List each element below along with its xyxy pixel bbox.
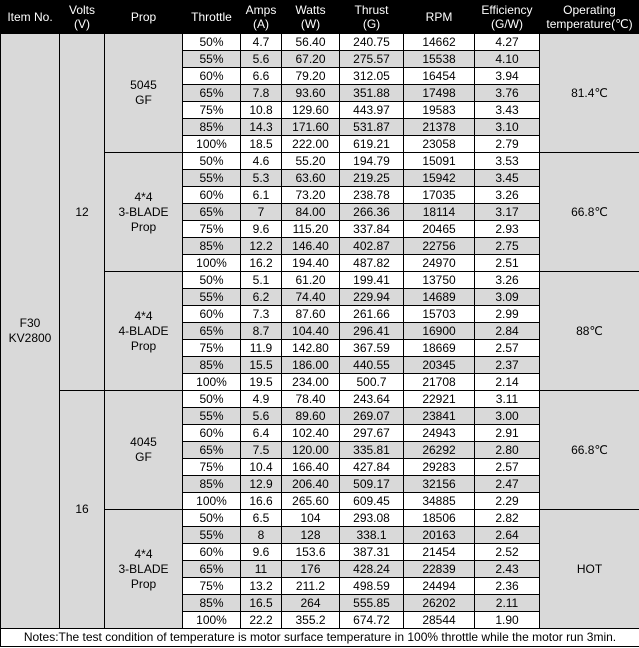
rpm-cell: 23058 — [404, 136, 475, 153]
throttle-cell: 60% — [183, 187, 241, 204]
thrust-cell: 335.81 — [340, 442, 404, 459]
rpm-cell: 17498 — [404, 85, 475, 102]
watts-cell: 142.80 — [282, 340, 340, 357]
amps-cell: 12.2 — [241, 238, 282, 255]
thrust-cell: 312.05 — [340, 68, 404, 85]
watts-cell: 128 — [282, 527, 340, 544]
efficiency-cell: 2.36 — [475, 578, 540, 595]
watts-header: Watts (W) — [282, 1, 340, 34]
watts-cell: 56.40 — [282, 34, 340, 51]
item-no-cell: F30 KV2800 — [1, 34, 60, 629]
efficiency-cell: 2.93 — [475, 221, 540, 238]
efficiency-cell: 3.43 — [475, 102, 540, 119]
watts-cell: 78.40 — [282, 391, 340, 408]
rpm-header: RPM — [404, 1, 475, 34]
thrust-cell: 509.17 — [340, 476, 404, 493]
watts-cell: 176 — [282, 561, 340, 578]
amps-cell: 16.2 — [241, 255, 282, 272]
thrust-cell: 238.78 — [340, 187, 404, 204]
throttle-cell: 100% — [183, 374, 241, 391]
throttle-cell: 75% — [183, 340, 241, 357]
rpm-cell: 15538 — [404, 51, 475, 68]
efficiency-cell: 3.10 — [475, 119, 540, 136]
rpm-cell: 20345 — [404, 357, 475, 374]
efficiency-cell: 3.00 — [475, 408, 540, 425]
throttle-cell: 55% — [183, 408, 241, 425]
throttle-cell: 100% — [183, 136, 241, 153]
efficiency-cell: 4.10 — [475, 51, 540, 68]
amps-cell: 7.8 — [241, 85, 282, 102]
watts-cell: 171.60 — [282, 119, 340, 136]
thrust-cell: 619.21 — [340, 136, 404, 153]
efficiency-cell: 3.76 — [475, 85, 540, 102]
rpm-cell: 24494 — [404, 578, 475, 595]
watts-cell: 222.00 — [282, 136, 340, 153]
throttle-cell: 65% — [183, 204, 241, 221]
volts-cell: 16 — [60, 391, 105, 629]
prop-cell: 4*4 3-BLADE Prop — [105, 153, 183, 272]
thrust-cell: 443.97 — [340, 102, 404, 119]
amps-cell: 13.2 — [241, 578, 282, 595]
amps-cell: 7 — [241, 204, 282, 221]
amps-cell: 22.2 — [241, 612, 282, 629]
throttle-cell: 85% — [183, 238, 241, 255]
watts-cell: 55.20 — [282, 153, 340, 170]
amps-header: Amps (A) — [241, 1, 282, 34]
efficiency-cell: 2.57 — [475, 459, 540, 476]
throttle-cell: 65% — [183, 561, 241, 578]
volts-header: Volts (V) — [60, 1, 105, 34]
efficiency-cell: 2.47 — [475, 476, 540, 493]
thrust-cell: 296.41 — [340, 323, 404, 340]
thrust-cell: 367.59 — [340, 340, 404, 357]
efficiency-cell: 2.52 — [475, 544, 540, 561]
rpm-cell: 28544 — [404, 612, 475, 629]
watts-cell: 186.00 — [282, 357, 340, 374]
amps-cell: 7.3 — [241, 306, 282, 323]
watts-cell: 61.20 — [282, 272, 340, 289]
amps-cell: 5.6 — [241, 408, 282, 425]
efficiency-cell: 2.11 — [475, 595, 540, 612]
notes-text: Notes:The test condition of temperature is motor surface temperature in 100% throttle while the motor run 3min. — [1, 629, 639, 647]
amps-cell: 18.5 — [241, 136, 282, 153]
thrust-cell: 500.7 — [340, 374, 404, 391]
rpm-cell: 18114 — [404, 204, 475, 221]
prop-cell: 5045 GF — [105, 34, 183, 153]
rpm-cell: 14689 — [404, 289, 475, 306]
thrust-cell: 531.87 — [340, 119, 404, 136]
watts-cell: 264 — [282, 595, 340, 612]
amps-cell: 5.3 — [241, 170, 282, 187]
notes-row — [1, 629, 639, 647]
rpm-cell: 20163 — [404, 527, 475, 544]
throttle-cell: 75% — [183, 102, 241, 119]
watts-cell: 129.60 — [282, 102, 340, 119]
thrust-cell: 427.84 — [340, 459, 404, 476]
efficiency-cell: 3.11 — [475, 391, 540, 408]
watts-cell: 234.00 — [282, 374, 340, 391]
throttle-cell: 55% — [183, 51, 241, 68]
thrust-cell: 266.36 — [340, 204, 404, 221]
watts-cell: 146.40 — [282, 238, 340, 255]
rpm-cell: 18506 — [404, 510, 475, 527]
watts-cell: 102.40 — [282, 425, 340, 442]
thrust-cell: 194.79 — [340, 153, 404, 170]
efficiency-cell: 2.75 — [475, 238, 540, 255]
prop-header: Prop — [105, 1, 183, 34]
amps-cell: 6.2 — [241, 289, 282, 306]
amps-cell: 9.6 — [241, 221, 282, 238]
amps-cell: 15.5 — [241, 357, 282, 374]
temperature-cell: 66.8℃ — [540, 391, 639, 510]
efficiency-cell: 2.14 — [475, 374, 540, 391]
thrust-cell: 261.66 — [340, 306, 404, 323]
rpm-cell: 32156 — [404, 476, 475, 493]
rpm-cell: 18669 — [404, 340, 475, 357]
rpm-cell: 26292 — [404, 442, 475, 459]
throttle-cell: 75% — [183, 578, 241, 595]
amps-cell: 6.1 — [241, 187, 282, 204]
amps-cell: 8.7 — [241, 323, 282, 340]
thrust-cell: 243.64 — [340, 391, 404, 408]
amps-cell: 5.6 — [241, 51, 282, 68]
thrust-cell: 609.45 — [340, 493, 404, 510]
throttle-cell: 50% — [183, 391, 241, 408]
thrust-cell: 351.88 — [340, 85, 404, 102]
rpm-cell: 19583 — [404, 102, 475, 119]
thrust-header: Thrust (G) — [340, 1, 404, 34]
throttle-cell: 100% — [183, 493, 241, 510]
thrust-cell: 387.31 — [340, 544, 404, 561]
efficiency-cell: 3.26 — [475, 187, 540, 204]
watts-cell: 355.2 — [282, 612, 340, 629]
amps-cell: 4.9 — [241, 391, 282, 408]
item-no-header: Item No. — [1, 1, 60, 34]
watts-cell: 63.60 — [282, 170, 340, 187]
rpm-cell: 16900 — [404, 323, 475, 340]
throttle-cell: 55% — [183, 170, 241, 187]
temperature-cell: HOT — [540, 510, 639, 629]
thrust-cell: 498.59 — [340, 578, 404, 595]
efficiency-cell: 2.64 — [475, 527, 540, 544]
amps-cell: 10.4 — [241, 459, 282, 476]
temperature-header: Operating temperature(℃) — [540, 1, 639, 34]
throttle-cell: 65% — [183, 442, 241, 459]
thrust-cell: 229.94 — [340, 289, 404, 306]
prop-cell: 4*4 3-BLADE Prop — [105, 510, 183, 629]
throttle-header: Throttle — [183, 1, 241, 34]
rpm-cell: 20465 — [404, 221, 475, 238]
amps-cell: 14.3 — [241, 119, 282, 136]
watts-cell: 120.00 — [282, 442, 340, 459]
watts-cell: 104 — [282, 510, 340, 527]
amps-cell: 7.5 — [241, 442, 282, 459]
rpm-cell: 23841 — [404, 408, 475, 425]
table-row — [1, 34, 639, 51]
amps-cell: 11.9 — [241, 340, 282, 357]
thrust-cell: 338.1 — [340, 527, 404, 544]
rpm-cell: 16454 — [404, 68, 475, 85]
efficiency-cell: 2.29 — [475, 493, 540, 510]
prop-cell: 4*4 4-BLADE Prop — [105, 272, 183, 391]
watts-cell: 67.20 — [282, 51, 340, 68]
rpm-cell: 15942 — [404, 170, 475, 187]
throttle-cell: 65% — [183, 85, 241, 102]
table-row — [1, 391, 639, 408]
throttle-cell: 55% — [183, 527, 241, 544]
efficiency-cell: 3.94 — [475, 68, 540, 85]
thrust-cell: 269.07 — [340, 408, 404, 425]
efficiency-cell: 4.27 — [475, 34, 540, 51]
rpm-cell: 17035 — [404, 187, 475, 204]
rpm-cell: 22756 — [404, 238, 475, 255]
rpm-cell: 22921 — [404, 391, 475, 408]
throttle-cell: 65% — [183, 323, 241, 340]
watts-cell: 115.20 — [282, 221, 340, 238]
efficiency-cell: 2.43 — [475, 561, 540, 578]
efficiency-cell: 2.80 — [475, 442, 540, 459]
thrust-cell: 487.82 — [340, 255, 404, 272]
thrust-cell: 297.67 — [340, 425, 404, 442]
efficiency-cell: 2.84 — [475, 323, 540, 340]
throttle-cell: 85% — [183, 476, 241, 493]
throttle-cell: 50% — [183, 510, 241, 527]
efficiency-cell: 2.91 — [475, 425, 540, 442]
throttle-cell: 85% — [183, 595, 241, 612]
amps-cell: 10.8 — [241, 102, 282, 119]
rpm-cell: 21378 — [404, 119, 475, 136]
efficiency-cell: 2.51 — [475, 255, 540, 272]
efficiency-cell: 2.99 — [475, 306, 540, 323]
efficiency-cell: 3.26 — [475, 272, 540, 289]
watts-cell: 194.40 — [282, 255, 340, 272]
rpm-cell: 24943 — [404, 425, 475, 442]
throttle-cell: 75% — [183, 459, 241, 476]
watts-cell: 84.00 — [282, 204, 340, 221]
throttle-cell: 75% — [183, 221, 241, 238]
thrust-cell: 240.75 — [340, 34, 404, 51]
rpm-cell: 22839 — [404, 561, 475, 578]
throttle-cell: 100% — [183, 612, 241, 629]
thrust-cell: 219.25 — [340, 170, 404, 187]
amps-cell: 5.1 — [241, 272, 282, 289]
throttle-cell: 60% — [183, 306, 241, 323]
throttle-cell: 85% — [183, 119, 241, 136]
thrust-cell: 293.08 — [340, 510, 404, 527]
amps-cell: 4.7 — [241, 34, 282, 51]
table-body — [1, 34, 639, 647]
amps-cell: 11 — [241, 561, 282, 578]
efficiency-cell: 3.53 — [475, 153, 540, 170]
throttle-cell: 60% — [183, 425, 241, 442]
efficiency-cell: 1.90 — [475, 612, 540, 629]
rpm-cell: 13750 — [404, 272, 475, 289]
watts-cell: 89.60 — [282, 408, 340, 425]
watts-cell: 206.40 — [282, 476, 340, 493]
rpm-cell: 15091 — [404, 153, 475, 170]
prop-cell: 4045 GF — [105, 391, 183, 510]
watts-cell: 93.60 — [282, 85, 340, 102]
temperature-cell: 66.8℃ — [540, 153, 639, 272]
amps-cell: 6.5 — [241, 510, 282, 527]
throttle-cell: 50% — [183, 272, 241, 289]
thrust-cell: 555.85 — [340, 595, 404, 612]
thrust-cell: 674.72 — [340, 612, 404, 629]
throttle-cell: 50% — [183, 34, 241, 51]
efficiency-cell: 3.45 — [475, 170, 540, 187]
efficiency-cell: 2.82 — [475, 510, 540, 527]
watts-cell: 211.2 — [282, 578, 340, 595]
thrust-cell: 275.57 — [340, 51, 404, 68]
efficiency-cell: 3.17 — [475, 204, 540, 221]
amps-cell: 16.6 — [241, 493, 282, 510]
efficiency-cell: 3.09 — [475, 289, 540, 306]
throttle-cell: 50% — [183, 153, 241, 170]
rpm-cell: 26202 — [404, 595, 475, 612]
amps-cell: 6.6 — [241, 68, 282, 85]
rpm-cell: 24970 — [404, 255, 475, 272]
header-row — [1, 1, 639, 34]
throttle-cell: 60% — [183, 544, 241, 561]
watts-cell: 79.20 — [282, 68, 340, 85]
watts-cell: 87.60 — [282, 306, 340, 323]
temperature-cell: 81.4℃ — [540, 34, 639, 153]
throttle-cell: 60% — [183, 68, 241, 85]
efficiency-cell: 2.37 — [475, 357, 540, 374]
watts-cell: 153.6 — [282, 544, 340, 561]
amps-cell: 8 — [241, 527, 282, 544]
thrust-cell: 440.55 — [340, 357, 404, 374]
efficiency-header: Efficiency (G/W) — [475, 1, 540, 34]
throttle-cell: 100% — [183, 255, 241, 272]
amps-cell: 9.6 — [241, 544, 282, 561]
watts-cell: 104.40 — [282, 323, 340, 340]
watts-cell: 74.40 — [282, 289, 340, 306]
rpm-cell: 29283 — [404, 459, 475, 476]
throttle-cell: 55% — [183, 289, 241, 306]
rpm-cell: 15703 — [404, 306, 475, 323]
thrust-cell: 402.87 — [340, 238, 404, 255]
rpm-cell: 21708 — [404, 374, 475, 391]
thrust-cell: 337.84 — [340, 221, 404, 238]
watts-cell: 166.40 — [282, 459, 340, 476]
watts-cell: 73.20 — [282, 187, 340, 204]
volts-cell: 12 — [60, 34, 105, 391]
efficiency-cell: 2.57 — [475, 340, 540, 357]
rpm-cell: 21454 — [404, 544, 475, 561]
watts-cell: 265.60 — [282, 493, 340, 510]
temperature-cell: 88℃ — [540, 272, 639, 391]
amps-cell: 19.5 — [241, 374, 282, 391]
amps-cell: 4.6 — [241, 153, 282, 170]
rpm-cell: 14662 — [404, 34, 475, 51]
efficiency-cell: 2.79 — [475, 136, 540, 153]
amps-cell: 12.9 — [241, 476, 282, 493]
throttle-cell: 85% — [183, 357, 241, 374]
thrust-cell: 428.24 — [340, 561, 404, 578]
rpm-cell: 34885 — [404, 493, 475, 510]
amps-cell: 16.5 — [241, 595, 282, 612]
thrust-cell: 199.41 — [340, 272, 404, 289]
amps-cell: 6.4 — [241, 425, 282, 442]
